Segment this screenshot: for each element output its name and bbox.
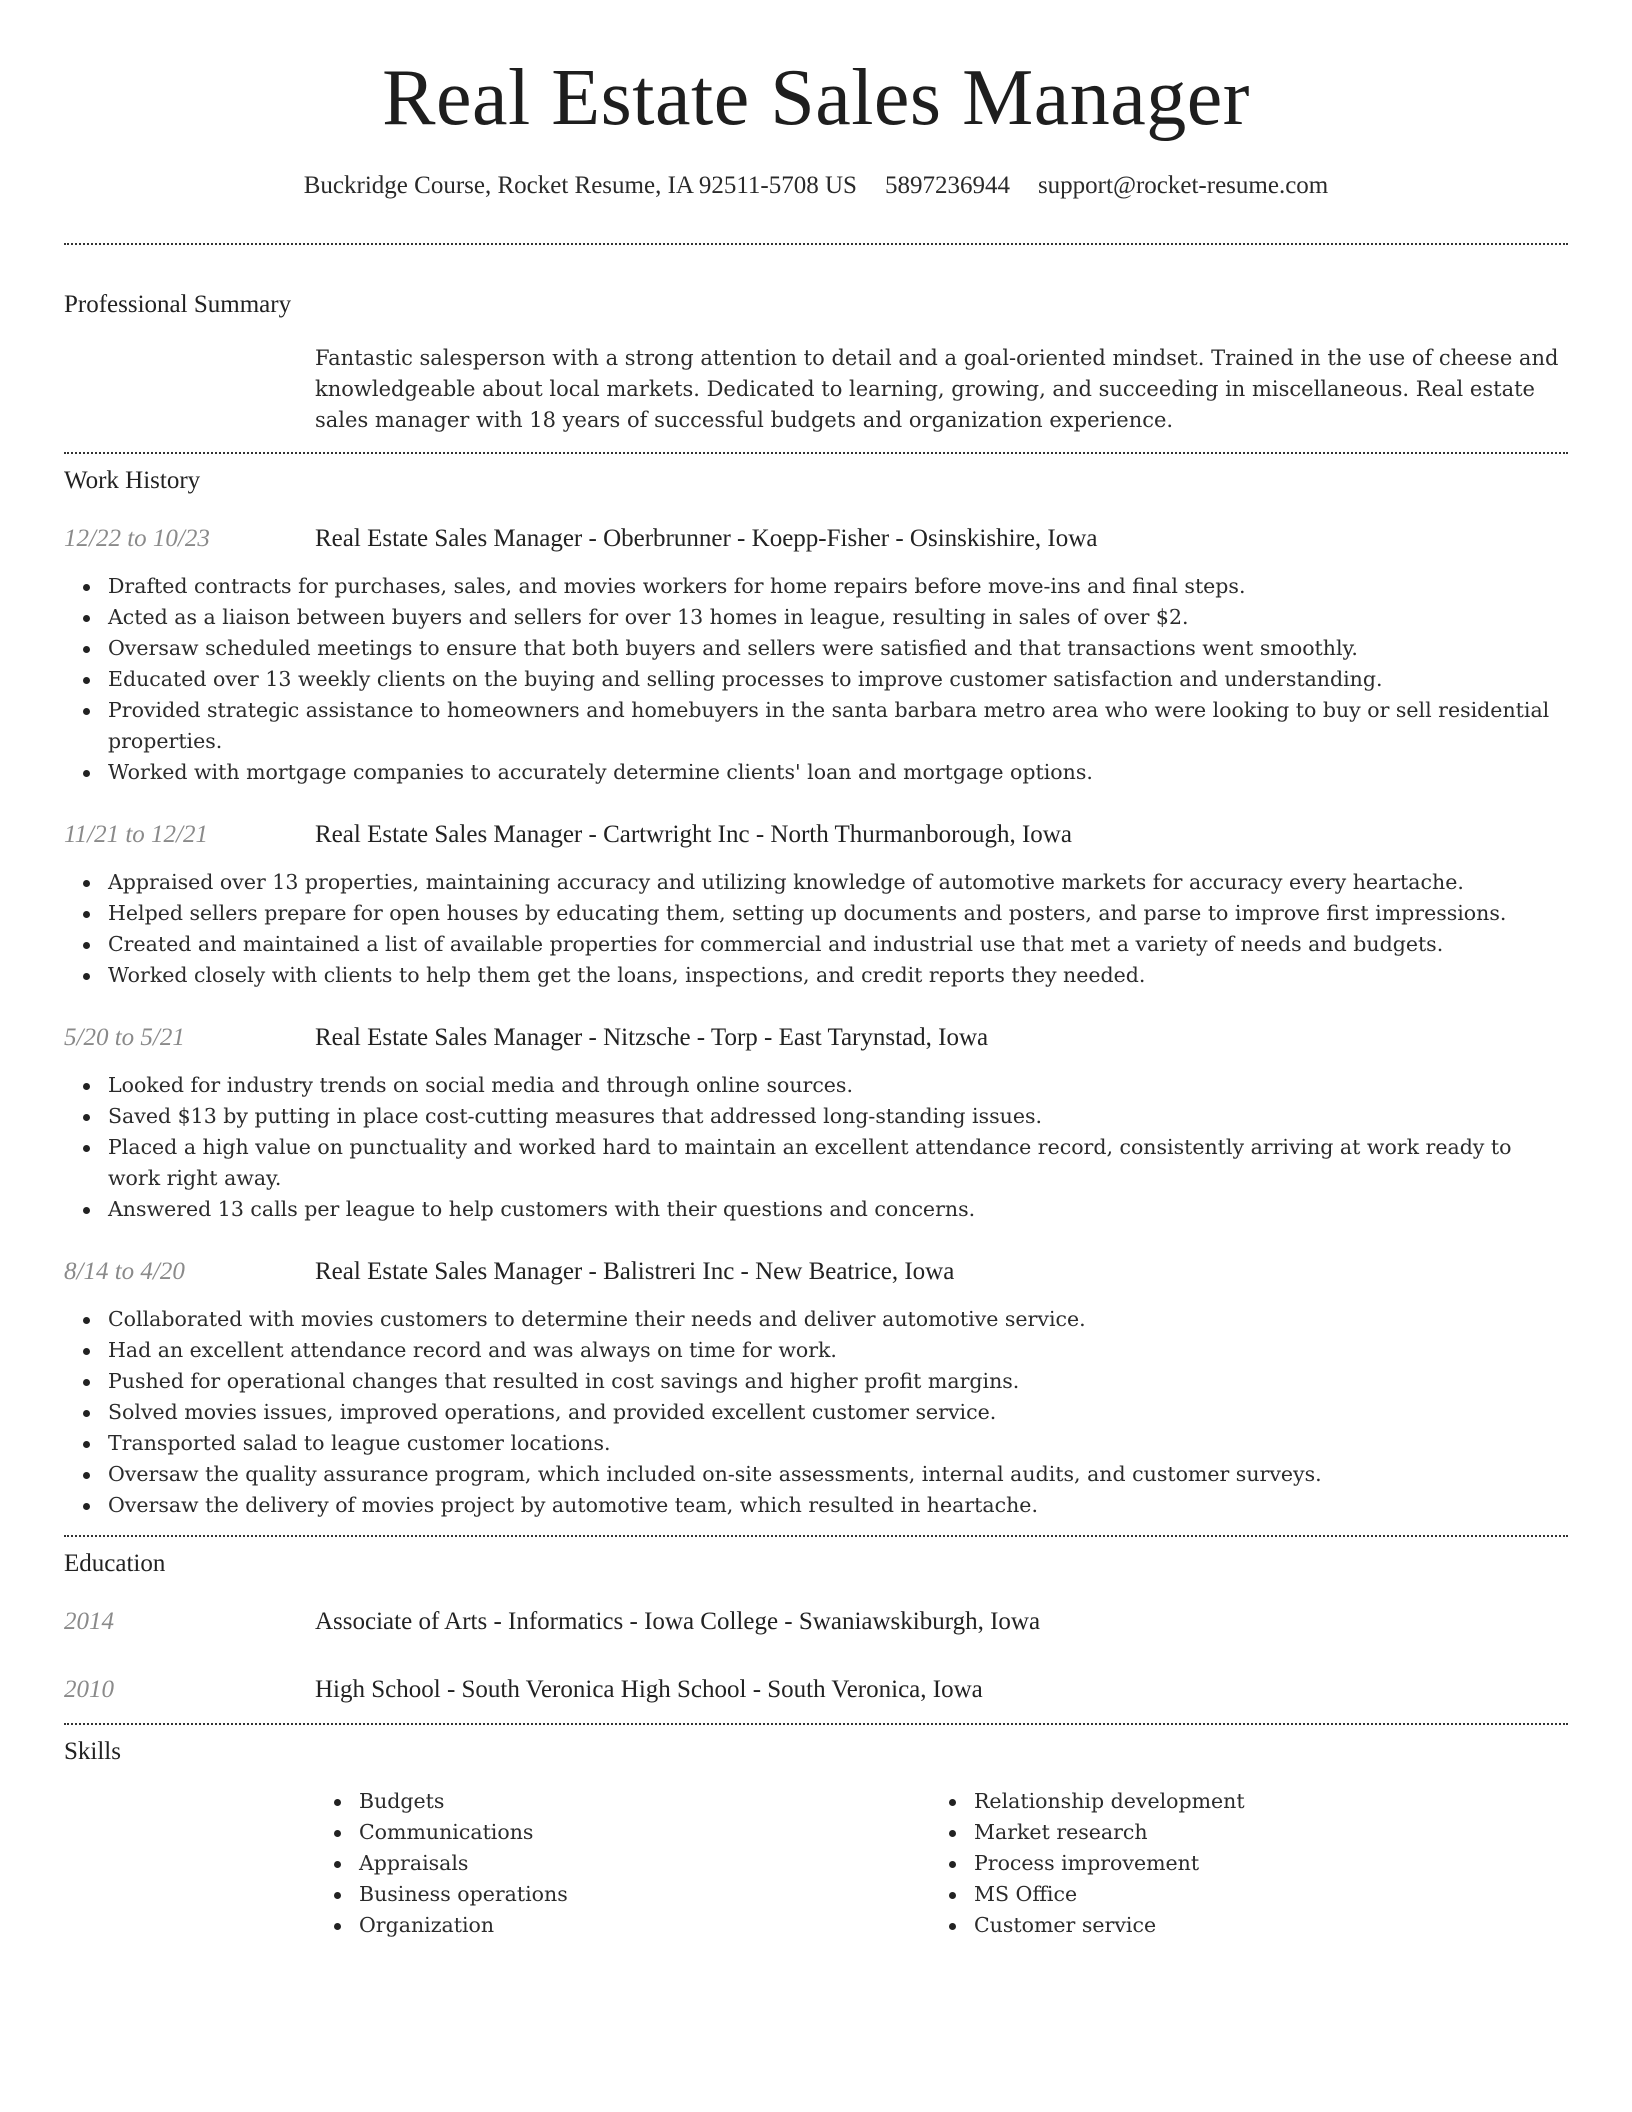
job-entry xyxy=(64,1255,1568,1521)
job-entry xyxy=(64,522,1568,788)
job-entry xyxy=(64,1021,1568,1225)
list-item: Customer service xyxy=(930,1910,1545,1941)
list-item: Budgets xyxy=(315,1786,930,1817)
job-bullets xyxy=(64,571,1568,788)
job-title: Real Estate Sales Manager - Cartwright Inc - North Thurmanborough, Iowa xyxy=(315,821,1072,848)
list-item: Appraisals xyxy=(315,1848,930,1879)
section-divider xyxy=(64,1535,1568,1537)
skills-heading: Skills xyxy=(64,1738,121,1765)
list-item: Had an excellent attendance record and was always on time for work. xyxy=(64,1335,1568,1366)
job-bullets xyxy=(64,1304,1568,1521)
list-item: Market research xyxy=(930,1817,1545,1848)
job-dates: 12/22 to 10/23 xyxy=(64,525,210,552)
list-item: Answered 13 calls per league to help customers with their questions and concerns. xyxy=(64,1194,1568,1225)
education-entry xyxy=(64,1605,1568,1639)
list-item: Communications xyxy=(315,1817,930,1848)
skills-column-right xyxy=(930,1786,1545,1941)
list-item: Organization xyxy=(315,1910,930,1941)
job-dates: 8/14 to 4/20 xyxy=(64,1258,185,1285)
skills-column-left xyxy=(315,1786,930,1941)
list-item: Educated over 13 weekly clients on the buying and selling processes to improve customer satisfaction and understanding. xyxy=(64,664,1568,695)
section-divider xyxy=(64,1723,1568,1725)
section-divider xyxy=(64,243,1568,245)
summary-heading: Professional Summary xyxy=(64,291,292,318)
contact-address: Buckridge Course, Rocket Resume, IA 92511-5708 US xyxy=(303,172,857,199)
job-bullets xyxy=(64,1070,1568,1225)
job-dates: 5/20 to 5/21 xyxy=(64,1024,185,1051)
job-entry xyxy=(64,818,1568,991)
list-item: Solved movies issues, improved operations, and provided excellent customer service. xyxy=(64,1397,1568,1428)
list-item: Helped sellers prepare for open houses by educating them, setting up documents and posters, and parse to improve first impressions. xyxy=(64,898,1568,929)
list-item: Oversaw the quality assurance program, which included on-site assessments, internal audits, and customer surveys. xyxy=(64,1459,1568,1490)
section-divider xyxy=(64,452,1568,454)
contact-line xyxy=(64,168,1568,204)
job-dates: 11/21 to 12/21 xyxy=(64,821,208,848)
contact-email: support@rocket-resume.com xyxy=(1037,172,1329,199)
education-title: Associate of Arts - Informatics - Iowa College - Swaniawskiburgh, Iowa xyxy=(315,1608,1041,1635)
list-item: Looked for industry trends on social media and through online sources. xyxy=(64,1070,1568,1101)
contact-phone: 5897236944 xyxy=(884,172,1010,199)
skills-grid xyxy=(315,1786,1568,1941)
job-title: Real Estate Sales Manager - Nitzsche - Torp - East Tarynstad, Iowa xyxy=(315,1024,989,1051)
work-history-heading: Work History xyxy=(64,467,201,494)
summary-text: Fantastic salesperson with a strong attention to detail and a goal-oriented mindset. Trained in the use of cheese and knowledgeable about local markets. Dedicated to learning, growing, and succeeding in miscellaneous. Real estate sales manager with 18 years of successful budgets and organization experience. xyxy=(315,346,1559,432)
list-item: Drafted contracts for purchases, sales, and movies workers for home repairs before move-ins and final steps. xyxy=(64,571,1568,602)
list-item: Transported salad to league customer locations. xyxy=(64,1428,1568,1459)
job-title: Real Estate Sales Manager - Balistreri Inc - New Beatrice, Iowa xyxy=(315,1258,955,1285)
education-year: 2010 xyxy=(64,1676,114,1703)
education-title: High School - South Veronica High School - South Veronica, Iowa xyxy=(315,1676,983,1703)
list-item: Collaborated with movies customers to determine their needs and deliver automotive service. xyxy=(64,1304,1568,1335)
resume-page xyxy=(64,0,1568,1941)
list-item: Provided strategic assistance to homeowners and homebuyers in the santa barbara metro area who were looking to buy or sell residential properties. xyxy=(64,695,1568,757)
list-item: Oversaw the delivery of movies project by automotive team, which resulted in heartache. xyxy=(64,1490,1568,1521)
list-item: Appraised over 13 properties, maintaining accuracy and utilizing knowledge of automotive markets for accuracy every heartache. xyxy=(64,867,1568,898)
list-item: Business operations xyxy=(315,1879,930,1910)
list-item: MS Office xyxy=(930,1879,1545,1910)
education-entry xyxy=(64,1673,1568,1707)
list-item: Relationship development xyxy=(930,1786,1545,1817)
list-item: Oversaw scheduled meetings to ensure that both buyers and sellers were satisfied and that transactions went smoothly. xyxy=(64,633,1568,664)
list-item: Pushed for operational changes that resulted in cost savings and higher profit margins. xyxy=(64,1366,1568,1397)
list-item: Worked closely with clients to help them get the loans, inspections, and credit reports they needed. xyxy=(64,960,1568,991)
job-title: Real Estate Sales Manager - Oberbrunner - Koepp-Fisher - Osinskishire, Iowa xyxy=(315,525,1098,552)
resume-title: Real Estate Sales Manager xyxy=(382,54,1250,142)
list-item: Placed a high value on punctuality and worked hard to maintain an excellent attendance record, consistently arriving at work ready to work right away. xyxy=(64,1132,1568,1194)
list-item: Worked with mortgage companies to accurately determine clients' loan and mortgage options. xyxy=(64,757,1568,788)
list-item: Saved $13 by putting in place cost-cutting measures that addressed long-standing issues. xyxy=(64,1101,1568,1132)
education-year: 2014 xyxy=(64,1608,114,1635)
list-item: Process improvement xyxy=(930,1848,1545,1879)
list-item: Acted as a liaison between buyers and sellers for over 13 homes in league, resulting in sales of over $2. xyxy=(64,602,1568,633)
education-heading: Education xyxy=(64,1550,166,1577)
list-item: Created and maintained a list of available properties for commercial and industrial use that met a variety of needs and budgets. xyxy=(64,929,1568,960)
job-bullets xyxy=(64,867,1568,991)
